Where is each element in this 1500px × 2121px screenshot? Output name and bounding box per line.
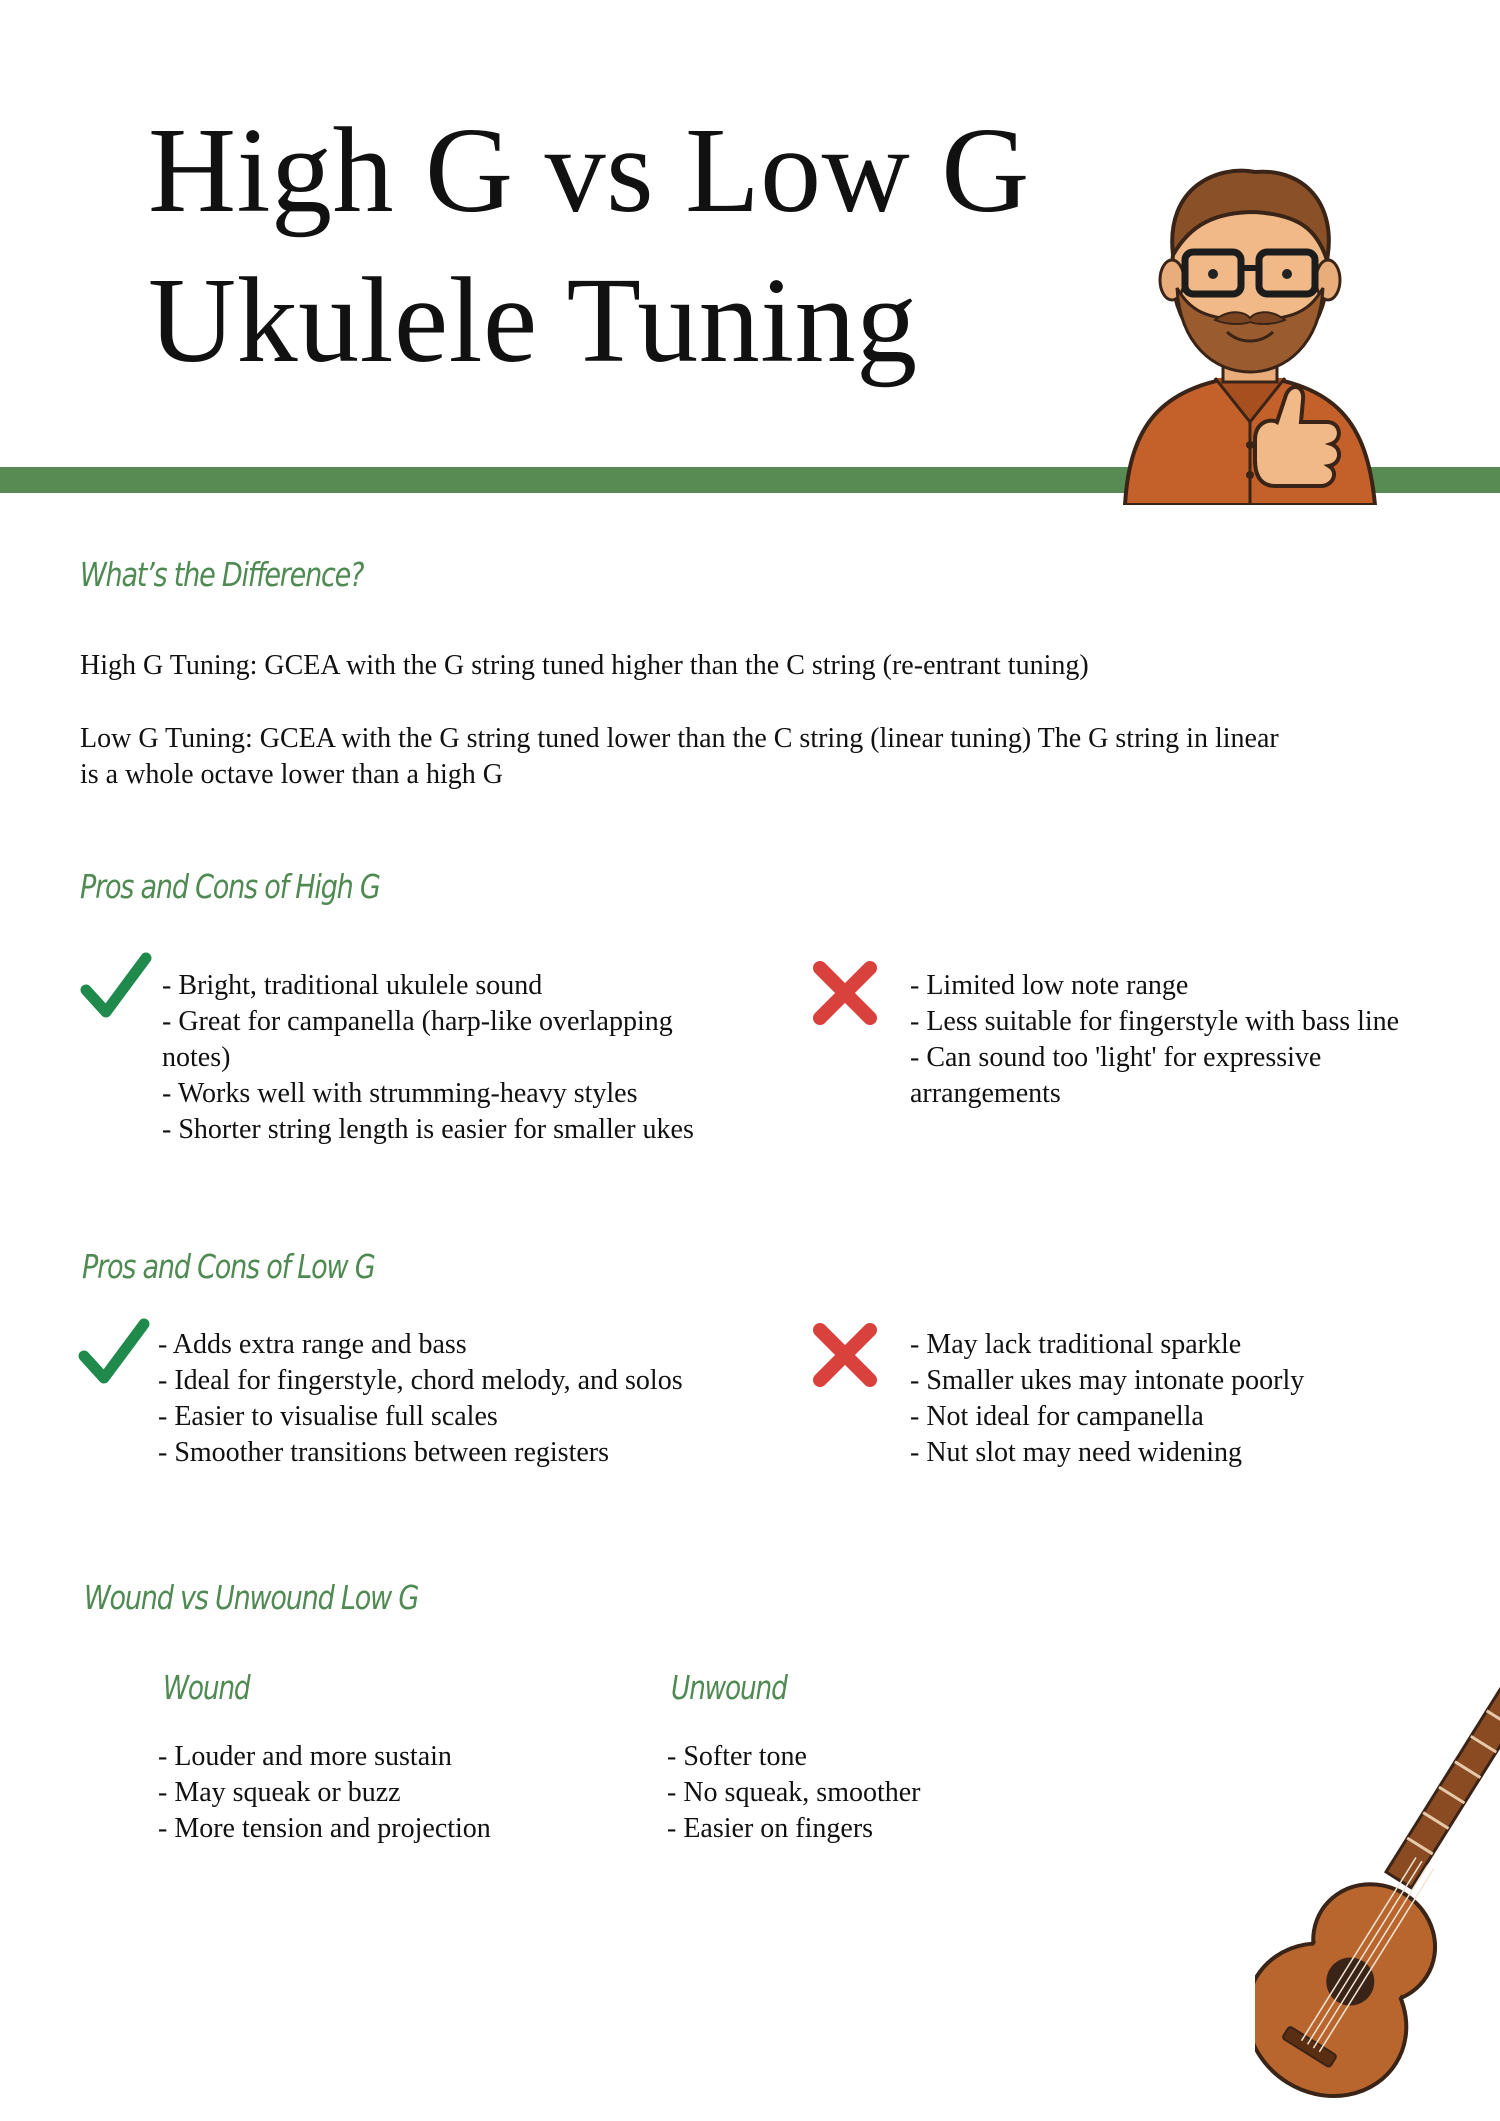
checkmark-icon — [78, 1316, 150, 1388]
list-item: - More tension and projection — [158, 1813, 491, 1844]
section-heading-low-g: Pros and Cons of Low G — [82, 1247, 375, 1286]
unwound-subheading: Unwound — [671, 1668, 787, 1707]
checkmark-icon — [80, 950, 152, 1022]
list-item: arrangements — [910, 1078, 1061, 1109]
list-item: - No squeak, smoother — [667, 1777, 921, 1808]
list-item: - Softer tone — [667, 1741, 807, 1772]
list-item: - Less suitable for fingerstyle with bass line — [910, 1006, 1400, 1037]
low-g-definition-line1: Low G Tuning: GCEA with the G string tuned lower than the C string (linear tuning) The G string in linear — [80, 723, 1279, 754]
list-item: - May squeak or buzz — [158, 1777, 401, 1808]
title-line-2: Ukulele Tuning — [148, 253, 918, 388]
cross-icon — [810, 958, 880, 1028]
list-item: notes) — [162, 1042, 231, 1073]
ukulele-illustration — [1255, 1680, 1500, 2100]
wound-list — [158, 1739, 491, 1847]
section-heading-wound: Wound vs Unwound Low G — [84, 1578, 419, 1617]
mascot-illustration — [1105, 160, 1395, 505]
list-item: - Adds extra range and bass — [158, 1329, 467, 1360]
section-heading-high-g: Pros and Cons of High G — [80, 867, 380, 906]
list-item: - Easier to visualise full scales — [158, 1401, 498, 1432]
list-item: - Nut slot may need widening — [910, 1437, 1243, 1468]
high-g-cons-list — [910, 968, 1399, 1112]
list-item: - Bright, traditional ukulele sound — [162, 970, 543, 1001]
list-item: - Works well with strumming-heavy styles — [162, 1078, 638, 1109]
list-item: - Not ideal for campanella — [910, 1401, 1204, 1432]
section-heading-difference: What’s the Difference? — [80, 555, 364, 594]
unwound-list — [667, 1739, 921, 1847]
list-item: - Easier on fingers — [667, 1813, 874, 1844]
list-item: - Shorter string length is easier for smaller ukes — [162, 1114, 694, 1145]
list-item: - Smaller ukes may intonate poorly — [910, 1365, 1305, 1396]
page-title — [148, 96, 1030, 396]
high-g-definition: High G Tuning: GCEA with the G string tuned higher than the C string (re-entrant tuning) — [80, 650, 1089, 681]
low-g-cons-list — [910, 1327, 1304, 1471]
high-g-pros-list — [162, 968, 694, 1148]
list-item: - Smoother transitions between registers — [158, 1437, 610, 1468]
cross-icon — [810, 1320, 880, 1390]
wound-subheading: Wound — [163, 1668, 250, 1707]
list-item: - May lack traditional sparkle — [910, 1329, 1242, 1360]
list-item: - Can sound too 'light' for expressive — [910, 1042, 1322, 1073]
list-item: - Louder and more sustain — [158, 1741, 452, 1772]
low-g-definition-line2: is a whole octave lower than a high G — [80, 759, 503, 790]
title-line-1: High G vs Low G — [148, 103, 1030, 238]
list-item: - Ideal for fingerstyle, chord melody, and solos — [158, 1365, 683, 1396]
list-item: - Great for campanella (harp-like overlapping — [162, 1006, 673, 1037]
list-item: - Limited low note range — [910, 970, 1189, 1001]
low-g-pros-list — [158, 1327, 683, 1471]
